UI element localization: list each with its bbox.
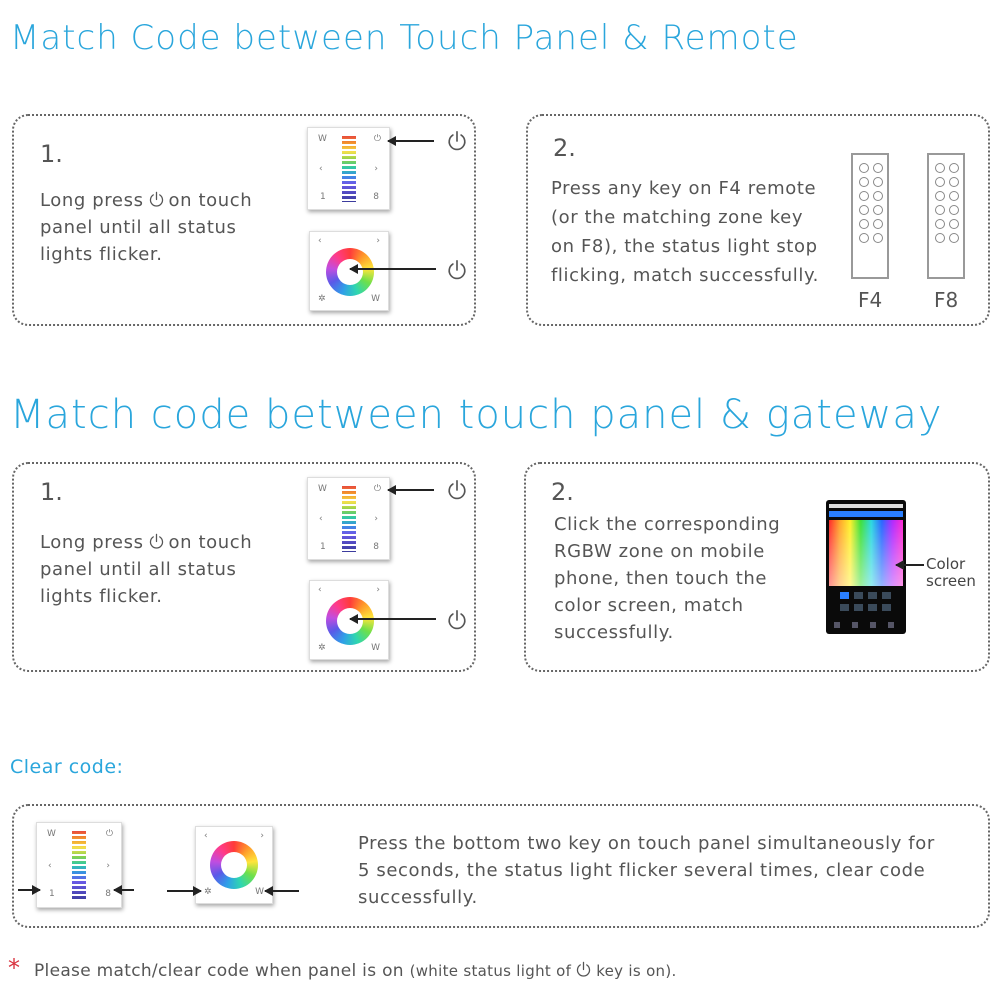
clear-code-text: [358, 830, 958, 911]
key-1-icon: 1: [320, 192, 326, 202]
line: color screen, match: [554, 595, 744, 616]
right-key-icon: ›: [376, 236, 380, 246]
arrow-right-icon: [167, 890, 201, 892]
line: Press any key on F4 remote: [551, 178, 817, 199]
footnote: [34, 961, 677, 981]
color-screen-callout: [926, 556, 976, 590]
left-key-icon: ‹: [319, 164, 323, 174]
key-8-icon: 8: [373, 542, 379, 552]
phone-icon: [826, 500, 906, 634]
remote-label-f4: F4: [858, 288, 883, 312]
gateway-step1-text: [40, 529, 300, 610]
left-key-icon: ‹: [48, 861, 52, 871]
w-key-icon: W: [371, 643, 380, 653]
touch-panel-ring: [195, 826, 273, 904]
key-1-icon: 1: [320, 542, 326, 552]
brightness-bar-icon: [342, 136, 356, 202]
line: on F8), the status light stop: [551, 236, 818, 257]
step-text-b: on touch: [168, 532, 253, 553]
arrow-left-icon: [350, 268, 436, 270]
w-key-icon: W: [371, 294, 380, 304]
key-8-icon: 8: [373, 192, 379, 202]
touch-panel-bar: [36, 822, 122, 908]
line: Press the bottom two key on touch panel simultaneously for: [358, 833, 935, 854]
section2-title: Match code between touch panel & gateway: [10, 392, 943, 438]
brightness-bar-icon: [72, 831, 86, 901]
color-ring-icon: [210, 841, 258, 889]
left-key-icon: ‹: [204, 831, 208, 841]
arrow-left-icon: [114, 889, 134, 891]
asterisk-icon: *: [8, 954, 20, 982]
line: Click the corresponding: [554, 514, 781, 535]
callout-line: screen: [926, 572, 976, 590]
footnote-text-c: key is on).: [596, 962, 677, 980]
clear-code-title: Clear code:: [10, 756, 124, 778]
arrow-left-icon: [265, 890, 299, 892]
step-text-c: panel until all status: [40, 217, 237, 238]
line: (or the matching zone key: [551, 207, 804, 228]
remote-step2-number: 2.: [553, 134, 576, 162]
power-icon: [575, 961, 592, 978]
w-key-icon: W: [47, 829, 56, 839]
right-key-icon: ›: [374, 514, 378, 524]
gateway-step2-number: 2.: [551, 478, 574, 506]
callout-line: Color: [926, 555, 966, 573]
right-key-icon: ›: [374, 164, 378, 174]
power-key-icon: ⏻: [373, 134, 381, 144]
remote-icon: [851, 153, 889, 279]
right-key-icon: ›: [376, 585, 380, 595]
power-icon: [446, 259, 468, 281]
w-key-icon: W: [318, 134, 327, 144]
power-key-icon: ⏻: [105, 829, 113, 839]
power-icon: [446, 479, 468, 501]
step-text-a: Long press: [40, 190, 144, 211]
key-8-icon: 8: [105, 889, 111, 899]
left-key-icon: ‹: [319, 514, 323, 524]
brightness-key-icon: ✲: [318, 643, 326, 653]
step-text-d: lights flicker.: [40, 244, 163, 265]
line: successfully.: [358, 887, 478, 908]
footnote-text-b: (white status light of: [409, 962, 572, 980]
touch-panel-bar: [307, 127, 390, 210]
power-icon: [148, 191, 165, 208]
line: successfully.: [554, 622, 674, 643]
arrow-left-icon: [388, 489, 434, 491]
footnote-text-a: Please match/clear code when panel is on: [34, 961, 404, 981]
gateway-step2-text: [554, 511, 804, 646]
remote-step1-text: [40, 187, 300, 268]
left-key-icon: ‹: [318, 585, 322, 595]
line: flicking, match successfully.: [551, 265, 819, 286]
line: RGBW zone on mobile: [554, 541, 765, 562]
power-icon: [148, 533, 165, 550]
step-text-a: Long press: [40, 532, 144, 553]
brightness-key-icon: ✲: [204, 887, 212, 897]
w-key-icon: W: [318, 484, 327, 494]
right-key-icon: ›: [106, 861, 110, 871]
remote-step1-number: 1.: [40, 140, 63, 168]
power-icon: [446, 609, 468, 631]
arrow-right-icon: [18, 889, 40, 891]
arrow-left-icon: [388, 140, 434, 142]
w-key-icon: W: [255, 887, 264, 897]
remote-icon: [927, 153, 965, 279]
step-text-b: on touch: [168, 190, 253, 211]
left-key-icon: ‹: [318, 236, 322, 246]
remote-step2-text: [551, 174, 841, 290]
line: 5 seconds, the status light flicker several times, clear code: [358, 860, 926, 881]
line: phone, then touch the: [554, 568, 768, 589]
remote-label-f8: F8: [934, 288, 959, 312]
power-key-icon: ⏻: [373, 484, 381, 494]
step-text-c: panel until all status: [40, 559, 237, 580]
touch-panel-bar: [307, 477, 390, 560]
arrow-left-icon: [350, 618, 436, 620]
right-key-icon: ›: [260, 831, 264, 841]
key-1-icon: 1: [49, 889, 55, 899]
arrow-left-icon: [896, 564, 924, 566]
brightness-bar-icon: [342, 486, 356, 552]
brightness-key-icon: ✲: [318, 294, 326, 304]
power-icon: [446, 130, 468, 152]
gateway-step1-number: 1.: [40, 478, 63, 506]
section1-title: Match Code between Touch Panel & Remote: [10, 18, 799, 58]
color-screen: [829, 520, 903, 586]
step-text-d: lights flicker.: [40, 586, 163, 607]
